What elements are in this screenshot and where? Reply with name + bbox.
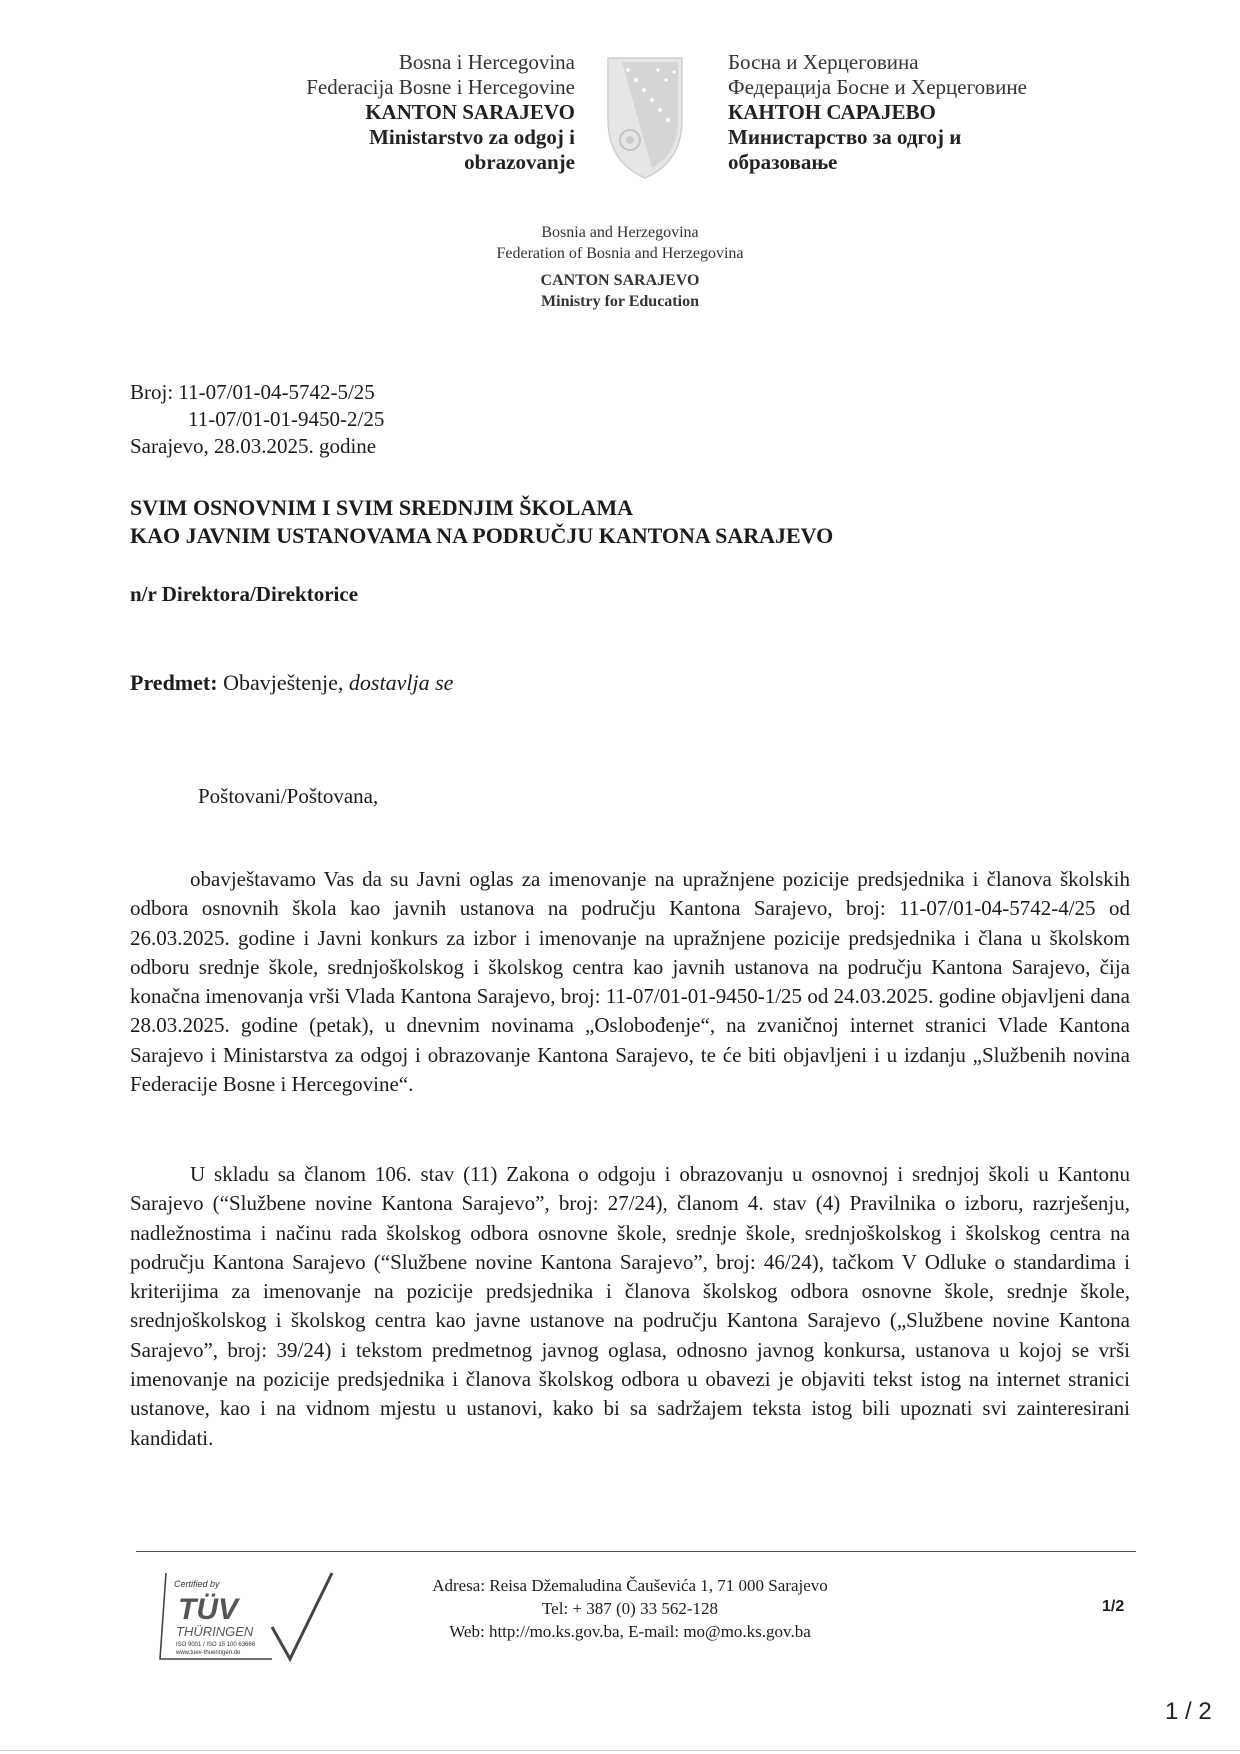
subject-italic: dostavlja se [348,670,454,695]
paragraph-1-text: obavještavamo Vas da su Javni oglas za imenovanje na upražnjene pozicije predsjednika i članova školskih odbora osnovnih škola kao javnih ustanova na području Kantona Sarajevo, broj: 11-07/01-04-5742-4/25 od 26.03.2025. godine i Javni konkurs za izbor i imenovanje na upražnjene pozicije predsjednika i člana u školskom odboru srednje škole, srednjoškolskog i školskog centra kao javnih ustanova na području Kantona Sarajevo, čija konačna imenovanja vrši Vlada Kantona Sarajevo, broj: 11-07/01-01-9450-1/25 od 24.03.2025. godine objavljeni dana 28.03.2025. godine (petak), u dnevnim novinama „Oslobođenje“, na zvaničnoj internet stranici Vlade Kantona Sarajevo i Ministarstva za odgoj i obrazovanje Kantona Sarajevo, te će biti objavljeni i u izdanju „Službenih novina Federacije Bosne i Hercegovine“. [130,867,1130,1097]
addressee-line-2: KAO JAVNIM USTANOVAMA NA PODRUČJU KANTONA SARAJEVO [130,523,834,548]
tuv-certification-logo [152,1567,347,1667]
footer-phone: Tel: + 387 (0) 33 562-128 [541,1599,718,1618]
paragraph-2-text: U skladu sa članom 106. stav (11) Zakona o odgoju i obrazovanju u osnovnoj i srednjoj školi u Kantonu Sarajevo (“Službene novine Kantona Sarajevo”, broj: 27/24), članom 4. stav (4) Pravilnika o izboru, razrješenju, nadležnostima i načinu rada školskog odbora osnovne škole, srednje škole, srednjoškolskog i školskog centra na području Kantona Sarajevo (“Službene novine Kantona Sarajevo”, broj: 46/24), tačkom V Odluke o standardima i kriterijima za imenovanje na pozicije predsjednika i članova školskog odbora osnovne škole, srednje škole, srednjoškolskog i školskog centra kao javne ustanove na području Kantona Sarajevo („Službene novine Kantona Sarajevo”, broj: 39/24) i tekstom predmetnog javnog oglasa, odnosno javnog konkursa, ustanova u kojoj se vrši imenovanje na pozicije predsjednika i članova školskog odbora u obavezi je objaviti tekst istog na internet stranici ustanove, kao i na vidnom mjestu u ustanovi, kako bi sa sadržajem teksta istog bili upoznati svi zainteresirani kandidati. [130,1162,1130,1450]
tuv-url: www.tuev-thueringen.de [176,1650,241,1656]
reference-number-2: 11-07/01-01-9450-2/25 [188,407,385,431]
greeting: Poštovani/Poštovana, [198,784,379,808]
header-right-line-1: Босна и Херцеговина [728,50,919,74]
tuv-brand: TÜV [178,1593,238,1626]
viewer-page-edge [0,1750,1240,1751]
header-en-line-3: CANTON SARAJEVO [540,272,700,289]
header-left-line-4: Ministarstvo za odgoj i [369,125,575,149]
header-left-line-1: Bosna i Hercegovina [398,50,575,74]
header-right-block [728,50,1128,175]
tuv-region: THÜRINGEN [176,1624,254,1639]
subject-line [130,670,453,696]
header-right-line-4: Министарство за одгој и [728,125,962,149]
body-paragraph-1 [130,865,1130,1099]
reference-number-1 [130,379,384,406]
footer-web-email: Web: http://mo.ks.gov.ba, E-mail: mo@mo.ks.gov.ba [449,1622,811,1641]
subject-text: Obavještenje, [217,670,349,695]
header-en-line-1: Bosnia and Herzegovina [541,224,699,241]
tuv-standard: ISO 9001 / ISO 15 100 63666 [176,1642,256,1648]
subject-label: Predmet: [130,670,218,695]
tuv-certified-by: Certified by [174,1579,220,1589]
header-right-line-3: КАНТОН САРАЈЕВО [728,100,936,124]
body-paragraph-2 [130,1160,1130,1453]
footer-divider [136,1551,1136,1552]
reference-place-date: Sarajevo, 28.03.2025. godine [130,434,377,458]
header-left-line-3: KANTON SARAJEVO [365,100,575,124]
header-left-line-5: obrazovanje [464,150,575,174]
header-left-block [150,50,575,175]
header-right-line-5: образовање [728,150,838,174]
coat-of-arms-icon [600,50,690,185]
header-en-line-4: Ministry for Education [541,293,699,310]
reference-label: Broj: [130,380,179,404]
reference-block [130,379,384,460]
header-right-line-2: Федерација Босне и Херцеговине [728,75,1027,99]
attention-line: n/r Direktora/Direktorice [130,582,359,606]
addressee-line-1: SVIM OSNOVNIM I SVIM SREDNJIM ŠKOLAMA [130,495,633,520]
footer-address-block [380,1574,880,1643]
addressee-block [130,494,833,550]
reference-number-1-value: 11-07/01-04-5742-5/25 [178,380,375,404]
header-en-line-2: Federation of Bosnia and Herzegovina [496,245,744,262]
header-left-line-2: Federacija Bosne i Hercegovine [306,75,575,99]
header-english-block [400,222,840,312]
footer-address: Adresa: Reisa Džemaludina Čauševića 1, 71 000 Sarajevo [432,1576,828,1595]
footer-page-number: 1/2 [1102,1598,1125,1615]
viewer-page-indicator: 1 / 2 [1165,1698,1212,1725]
